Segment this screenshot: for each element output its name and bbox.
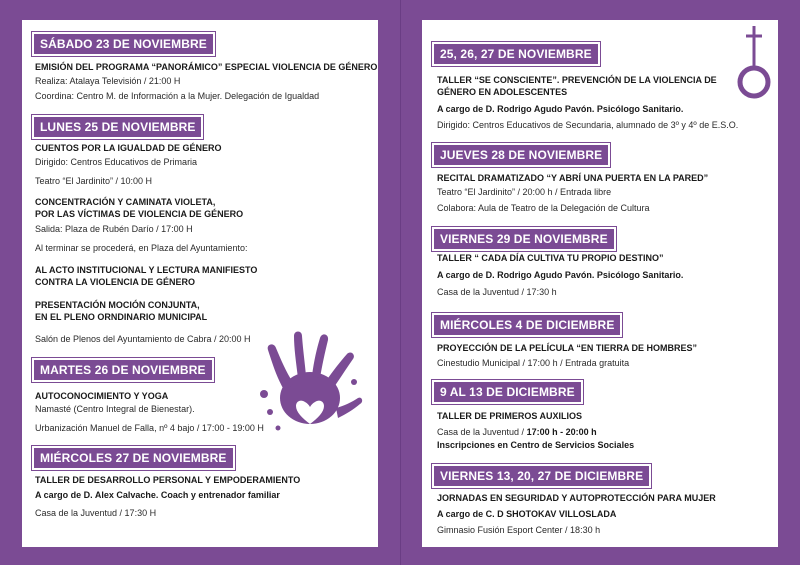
event-title: PROYECCIÓN DE LA PELÍCULA “EN TIERRA DE HOMBRES”: [437, 343, 698, 353]
event-title: TALLER “SE CONSCIENTE”. PREVENCIÓN DE LA VIOLENCIA DE: [437, 75, 717, 85]
header-9-al-13: 9 AL 13 DE DICIEMBRE: [432, 380, 583, 404]
center-fold: [400, 0, 401, 565]
event-detail: Salida: Plaza de Rubén Darío / 17:00 H: [35, 224, 193, 234]
event-title: RECITAL DRAMATIZADO “Y ABRÍ UNA PUERTA EN LA PARED”: [437, 173, 709, 183]
left-panel: [22, 20, 378, 547]
event-title: POR LAS VÍCTIMAS DE VIOLENCIA DE GÉNERO: [35, 209, 244, 219]
event-title: AL ACTO INSTITUCIONAL Y LECTURA MANIFIESTO: [35, 265, 258, 275]
event-detail: Casa de la Juventud / 17:30 h: [437, 287, 557, 297]
event-title: AUTOCONOCIMIENTO Y YOGA: [35, 391, 169, 401]
event-detail: Al terminar se procederá, en Plaza del Ayuntamiento:: [35, 243, 248, 253]
right-panel: [422, 20, 778, 547]
event-detail: A cargo de C. D SHOTOKAV VILLOSLADA: [437, 509, 617, 519]
event-detail-time: 17:00 h - 20:00 h: [526, 427, 597, 437]
event-detail: Cinestudio Municipal / 17:00 h / Entrada gratuita: [437, 358, 630, 368]
event-title: TALLER DE PRIMEROS AUXILIOS: [437, 411, 583, 421]
event-detail: Colabora: Aula de Teatro de la Delegación de Cultura: [437, 203, 650, 213]
event-detail: Namasté (Centro Integral de Bienestar).: [35, 404, 195, 414]
header-miercoles-4: MIÉRCOLES 4 DE DICIEMBRE: [432, 313, 622, 337]
event-detail: Dirigido: Centros Educativos de Secundaria, alumnado de 3º y 4º de E.S.O.: [437, 120, 739, 130]
event-detail: Casa de la Juventud / 17:30 H: [35, 508, 157, 518]
event-title: CONTRA LA VIOLENCIA DE GÉNERO: [35, 277, 196, 287]
event-detail-place: Casa de la Juventud /: [437, 427, 527, 437]
header-miercoles-27: MIÉRCOLES 27 DE NOVIEMBRE: [32, 446, 235, 470]
event-title: TALLER DE DESARROLLO PERSONAL Y EMPODERAMIENTO: [35, 475, 301, 485]
event-title: EMISIÓN DEL PROGRAMA “PANORÁMICO” ESPECIAL VIOLENCIA DE GÉNERO: [35, 62, 378, 72]
event-detail: Teatro “El Jardinito” / 10:00 H: [35, 176, 153, 186]
event-detail: Realiza: Atalaya Televisión / 21:00 H: [35, 76, 181, 86]
event-detail: Dirigido: Centros Educativos de Primaria: [35, 157, 198, 167]
event-detail: A cargo de D. Rodrigo Agudo Pavón. Psicólogo Sanitario.: [437, 270, 684, 280]
header-jueves-28: JUEVES 28 DE NOVIEMBRE: [432, 143, 610, 167]
header-viernes-29: VIERNES 29 DE NOVIEMBRE: [432, 227, 616, 251]
header-lunes-25: LUNES 25 DE NOVIEMBRE: [32, 115, 203, 139]
event-title: GÉNERO EN ADOLESCENTES: [437, 87, 568, 97]
header-25-26-27: 25, 26, 27 DE NOVIEMBRE: [432, 42, 600, 66]
event-title: CUENTOS POR LA IGUALDAD DE GÉNERO: [35, 143, 222, 153]
event-detail: Coordina: Centro M. de Información a la Mujer. Delegación de Igualdad: [35, 91, 320, 101]
event-detail: Teatro “El Jardinito” / 20:00 h / Entrada libre: [437, 187, 612, 197]
event-title: JORNADAS EN SEGURIDAD Y AUTOPROTECCIÓN PARA MUJER: [437, 493, 716, 503]
venus-symbol-icon: [732, 24, 776, 102]
header-sabado-23: SÁBADO 23 DE NOVIEMBRE: [32, 32, 215, 56]
header-martes-26: MARTES 26 DE NOVIEMBRE: [32, 358, 214, 382]
event-title: PRESENTACIÓN MOCIÓN CONJUNTA,: [35, 300, 200, 310]
event-title: CONCENTRACIÓN Y CAMINATA VIOLETA,: [35, 197, 216, 207]
event-detail: Inscripciones en Centro de Servicios Sociales: [437, 440, 635, 450]
event-title: TALLER “ CADA DÍA CULTIVA TU PROPIO DESTINO”: [437, 253, 664, 263]
event-detail: [437, 426, 597, 438]
event-detail: Gimnasio Fusión Esport Center / 18:30 h: [437, 525, 601, 535]
header-viernes-13-20-27: VIERNES 13, 20, 27 DE DICIEMBRE: [432, 464, 651, 488]
event-detail: Salón de Plenos del Ayuntamiento de Cabra / 20:00 H: [35, 334, 251, 344]
purple-handprint-heart-icon: [254, 328, 364, 438]
event-detail: A cargo de D. Rodrigo Agudo Pavón. Psicólogo Sanitario.: [437, 104, 684, 114]
event-title: EN EL PLENO ORNDINARIO MUNICIPAL: [35, 312, 208, 322]
event-detail: Urbanización Manuel de Falla, nº 4 bajo / 17:00 - 19:00 H: [35, 423, 264, 433]
event-detail: A cargo de D. Alex Calvache. Coach y entrenador familiar: [35, 490, 280, 500]
